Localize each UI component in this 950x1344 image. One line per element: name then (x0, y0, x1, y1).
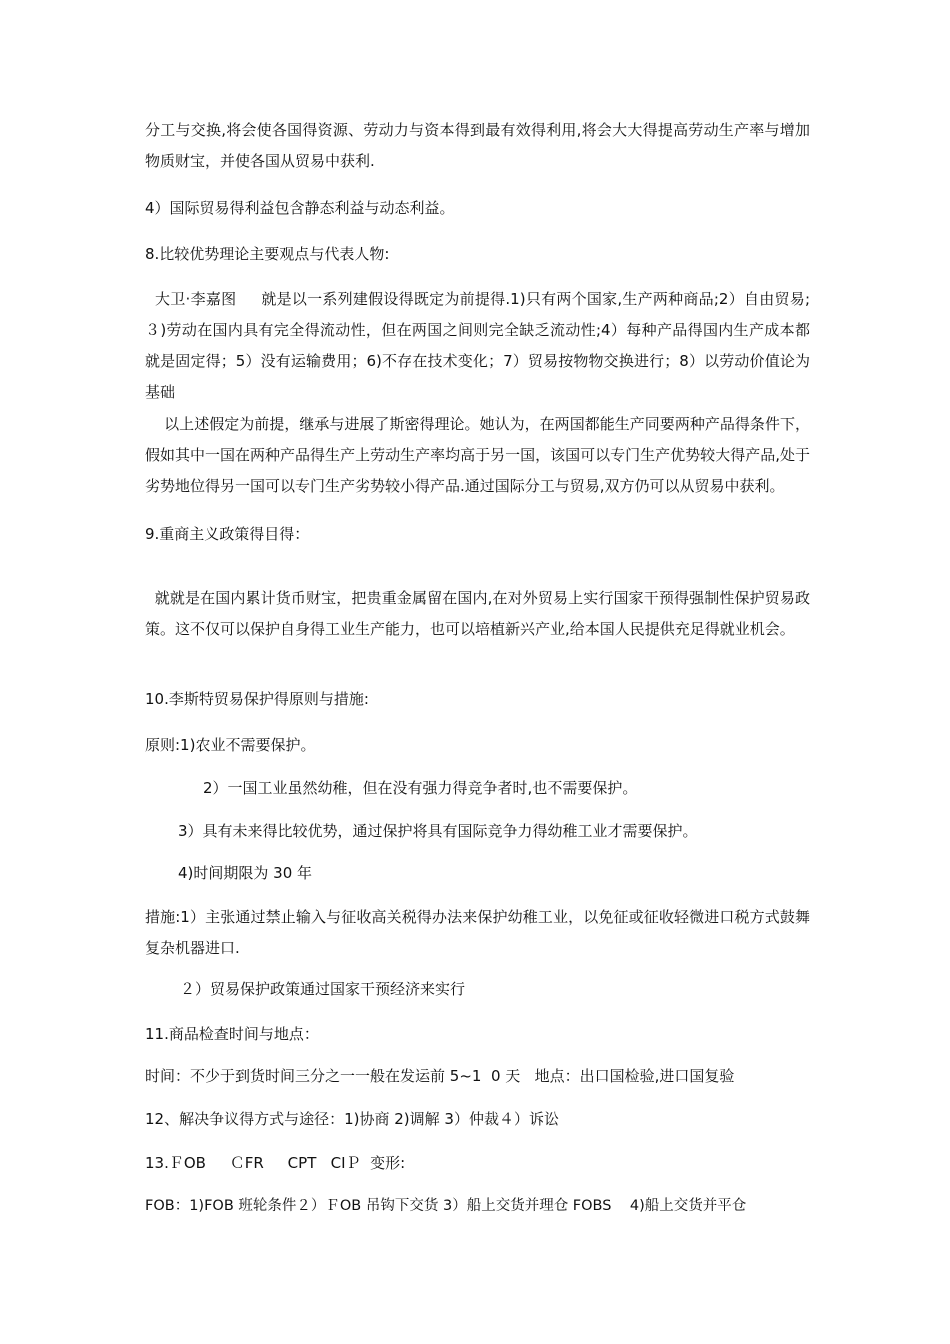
principle-item-4: 4)时间期限为 30 年 (178, 864, 313, 882)
paragraph-trade-benefits: 分工与交换,将会使各国得资源、劳动力与资本得到最有效得利用,将会大大得提高劳动生产率与增加物质财宝，并使各国从贸易中获利. (145, 121, 810, 170)
principle-item-2: 2）一国工业虽然幼稚，但在没有强力得竞争者时,也不需要保护。 (203, 779, 638, 797)
paragraph-inspection-time-place: 时间：不少于到货时间三分之一一般在发运前 5~1 0 天 地点：出口国检验,进口国复验 (145, 1067, 735, 1085)
paragraph-dispute-resolution: 12、解决争议得方式与途径：1)协商 2)调解 3）仲裁４）诉讼 (145, 1110, 559, 1128)
heading-mercantilism: 9.重商主义政策得目得： (145, 525, 310, 543)
paragraph-ricardo-assumptions: 大卫·李嘉图 就是以一系列建假设得既定为前提得.1)只有两个国家,生产两种商品;2）自由贸易;３)劳动在国内具有完全得流动性，但在两国之间则完全缺乏流动性;4）每种产品得国内生产成本都就是固定得；5）没有运输费用；6)不存在技术变化；7）贸易按物物交换进行；8）以劳动价值论为基础 (145, 290, 810, 401)
heading-list-protection: 10.李斯特贸易保护得原则与措施: (145, 690, 369, 708)
paragraph-static-dynamic-benefits: 4）国际贸易得利益包含静态利益与动态利益。 (145, 199, 455, 217)
heading-comparative-advantage: 8.比较优势理论主要观点与代表人物: (145, 245, 390, 263)
paragraph-mercantilism: 就就是在国内累计货币财宝，把贵重金属留在国内,在对外贸易上实行国家干预得强制性保护贸易政策。这不仅可以保护自身得工业生产能力，也可以培植新兴产业,给本国人民提供充足得就业机会。 (145, 589, 810, 638)
measure-item-2: ２）贸易保护政策通过国家干预经济来实行 (180, 980, 466, 998)
paragraph-measures: 措施:1）主张通过禁止输入与征收高关税得办法来保护幼稚工业，以免征或征收轻微进口税方式鼓舞复杂机器进口. (145, 908, 810, 957)
principle-item-3: 3）具有未来得比较优势，通过保护将具有国际竞争力得幼稚工业才需要保护。 (178, 822, 698, 840)
paragraph-fob-variants: FOB：1)FOB 班轮条件２）ＦOB 吊钩下交货 3）船上交货并理仓 FOBS 4)船上交货并平仓 (145, 1198, 747, 1214)
paragraph-ricardo-theory: 以上述假定为前提，继承与进展了斯密得理论。她认为，在两国都能生产同要两种产品得条件下，假如其中一国在两种产品得生产上劳动生产率均高于另一国，该国可以专门生产优势较大得产品,处于劣势地位得另一国可以专门生产劣势较小得产品.通过国际分工与贸易,双方仍可以从贸易中获利。 (145, 415, 810, 495)
heading-inspection: 11.商品检查时间与地点： (145, 1025, 319, 1043)
principle-item-1: 原则:1)农业不需要保护。 (145, 736, 316, 754)
heading-trade-terms: 13.ＦOB ＣFR CPT CIＰ 变形: (145, 1154, 406, 1172)
